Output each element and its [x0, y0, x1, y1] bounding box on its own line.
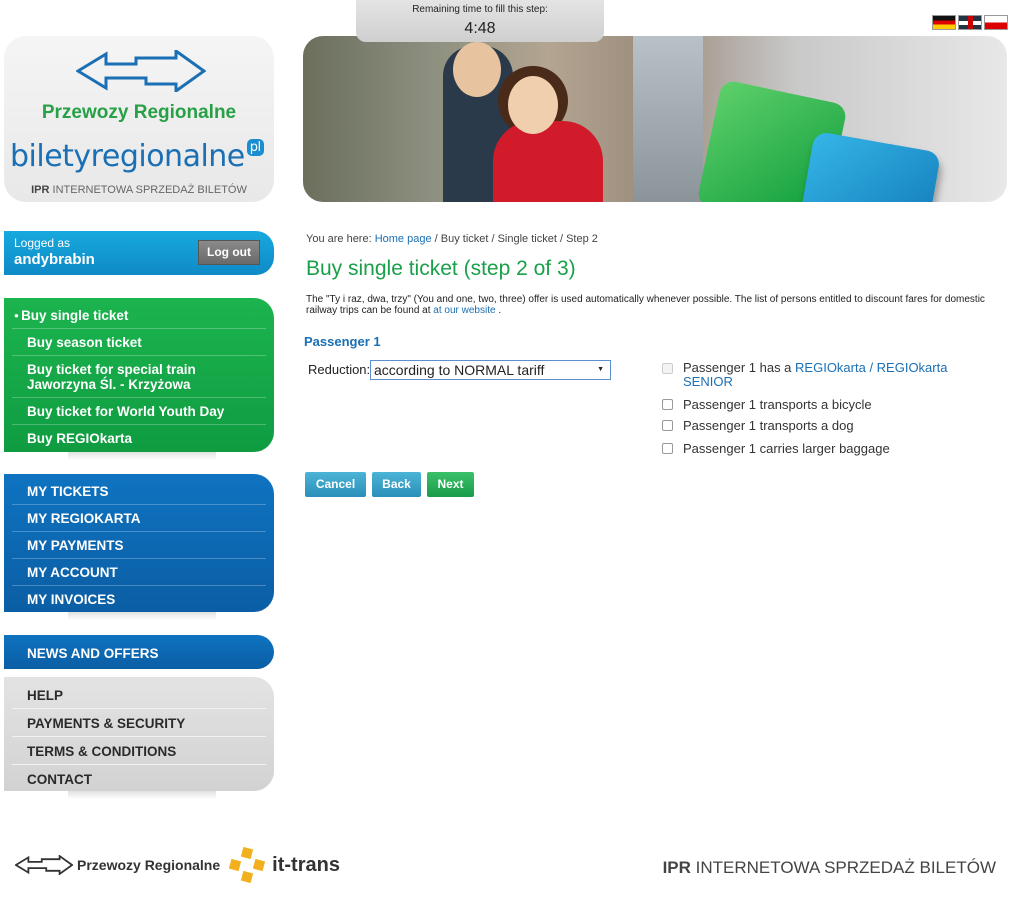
back-button[interactable]: Back: [372, 472, 421, 497]
man-head: [453, 42, 501, 97]
blue-tile: [793, 131, 941, 202]
woman-figure: [493, 121, 603, 202]
description-end: .: [495, 305, 502, 316]
language-switcher: [932, 15, 1008, 30]
site-name: [10, 139, 264, 174]
user-box: [4, 231, 274, 275]
brand-name: Przewozy Regionalne: [41, 102, 237, 123]
site-logo[interactable]: [4, 36, 274, 202]
baggage-label: Passenger 1 carries larger baggage: [683, 441, 890, 456]
breadcrumb-rest: / Buy ticket / Single ticket / Step 2: [431, 233, 598, 245]
arrows-logo-icon: [76, 50, 206, 92]
offer-description: [306, 294, 1010, 316]
passenger-heading: Passenger 1: [304, 334, 381, 349]
hero-banner: [303, 36, 1007, 202]
logout-button[interactable]: Log out: [198, 240, 260, 265]
account-menu: [4, 474, 274, 612]
german-flag-icon[interactable]: [932, 15, 956, 30]
footer-tagline-rest: INTERNETOWA SPRZEDAŻ BILETÓW: [690, 858, 996, 877]
menu-item-my-payments[interactable]: MY PAYMENTS: [12, 532, 266, 559]
next-button[interactable]: Next: [427, 472, 474, 497]
baggage-checkbox[interactable]: [662, 443, 673, 454]
countdown-timer: [356, 0, 604, 42]
menu-item-buy-single-ticket[interactable]: ● Buy single ticket: [12, 302, 266, 329]
website-link[interactable]: at our website: [433, 305, 496, 316]
menu-item-contact[interactable]: CONTACT: [27, 772, 92, 787]
menu-shadow: [68, 452, 216, 460]
menu-item-buy-world-youth-day[interactable]: Buy ticket for World Youth Day: [12, 398, 266, 425]
logo-tagline: [4, 184, 274, 196]
reduction-label: Reduction:: [308, 362, 371, 377]
menu-item-buy-special-train[interactable]: Buy ticket for special train Jaworzyna Śl. - Krzyżowa: [12, 356, 266, 398]
bicycle-checkbox-row: [662, 397, 872, 412]
menu-item-my-invoices[interactable]: MY INVOICES: [27, 592, 116, 607]
menu-item-my-account[interactable]: MY ACCOUNT: [12, 559, 266, 586]
timer-value: 4:48: [464, 20, 496, 37]
logo-tagline-rest: INTERNETOWA SPRZEDAŻ BILETÓW: [49, 184, 247, 196]
train-window: [633, 36, 703, 202]
menu-item-news-and-offers[interactable]: NEWS AND OFFERS: [27, 646, 159, 661]
description-text: The "Ty i raz, dwa, trzy" (You and one, two, three) offer is used automatically whenever possible. The list of persons entitled to discount fares for domestic railway trips can be found at: [306, 294, 985, 316]
menu-item-buy-regiokarta[interactable]: Buy REGIOkarta: [27, 431, 133, 446]
footer-tagline-bold: IPR: [662, 858, 691, 877]
footer-tagline: [663, 858, 996, 878]
regiokarta-checkbox[interactable]: [662, 363, 673, 374]
logo-tagline-bold: IPR: [31, 184, 50, 196]
site-badge: pl: [247, 139, 264, 156]
info-menu: [4, 677, 274, 791]
footer-partner: it-trans: [272, 853, 340, 876]
breadcrumb: [306, 233, 598, 245]
footer-brand: Przewozy Regionalne: [77, 857, 221, 873]
regiokarta-label-text: Passenger 1 has a: [683, 360, 796, 375]
english-flag-icon[interactable]: [958, 15, 982, 30]
footer-logos: [15, 846, 340, 884]
breadcrumb-home-link[interactable]: Home page: [374, 233, 432, 245]
reduction-select[interactable]: [370, 360, 611, 380]
dropdown-arrow-icon: ▼: [597, 366, 604, 373]
dog-checkbox[interactable]: [662, 420, 673, 431]
timer-label: Remaining time to fill this step:: [412, 4, 548, 15]
logged-as-label: Logged as: [14, 236, 71, 250]
menu-item-my-tickets[interactable]: MY TICKETS: [12, 478, 266, 505]
menu-item-payments-security[interactable]: PAYMENTS & SECURITY: [12, 709, 266, 737]
menu-item-help[interactable]: HELP: [12, 681, 266, 709]
woman-head: [508, 76, 558, 134]
menu-item-my-regiokarta[interactable]: MY REGIOKARTA: [12, 505, 266, 532]
baggage-checkbox-row: [662, 441, 890, 456]
menu-item-terms-conditions[interactable]: TERMS & CONDITIONS: [12, 737, 266, 765]
breadcrumb-prefix: You are here:: [306, 233, 375, 245]
regiokarta-checkbox-row: [662, 361, 962, 389]
menu-item-buy-season-ticket[interactable]: Buy season ticket: [12, 329, 266, 356]
cancel-button[interactable]: Cancel: [305, 472, 366, 497]
dog-checkbox-row: [662, 418, 854, 433]
page-title: Buy single ticket (step 2 of 3): [306, 257, 576, 280]
arrows-logo-icon: [15, 855, 73, 875]
site-name-text: biletyregionalne: [10, 139, 245, 174]
buy-menu: [4, 298, 274, 452]
news-menu: [4, 635, 274, 669]
regiokarta-link[interactable]: REGIOkarta / REGIOkarta SENIOR: [683, 360, 948, 389]
bicycle-checkbox[interactable]: [662, 399, 673, 410]
username: andybrabin: [14, 251, 95, 268]
menu-shadow: [68, 612, 216, 620]
menu-shadow: [68, 791, 216, 799]
bicycle-label: Passenger 1 transports a bicycle: [683, 397, 872, 412]
it-trans-logo-icon: [228, 846, 266, 884]
regiokarta-label: [683, 361, 962, 389]
polish-flag-icon[interactable]: [984, 15, 1008, 30]
dog-label: Passenger 1 transports a dog: [683, 418, 854, 433]
reduction-selected-value: according to NORMAL tariff: [374, 362, 545, 378]
